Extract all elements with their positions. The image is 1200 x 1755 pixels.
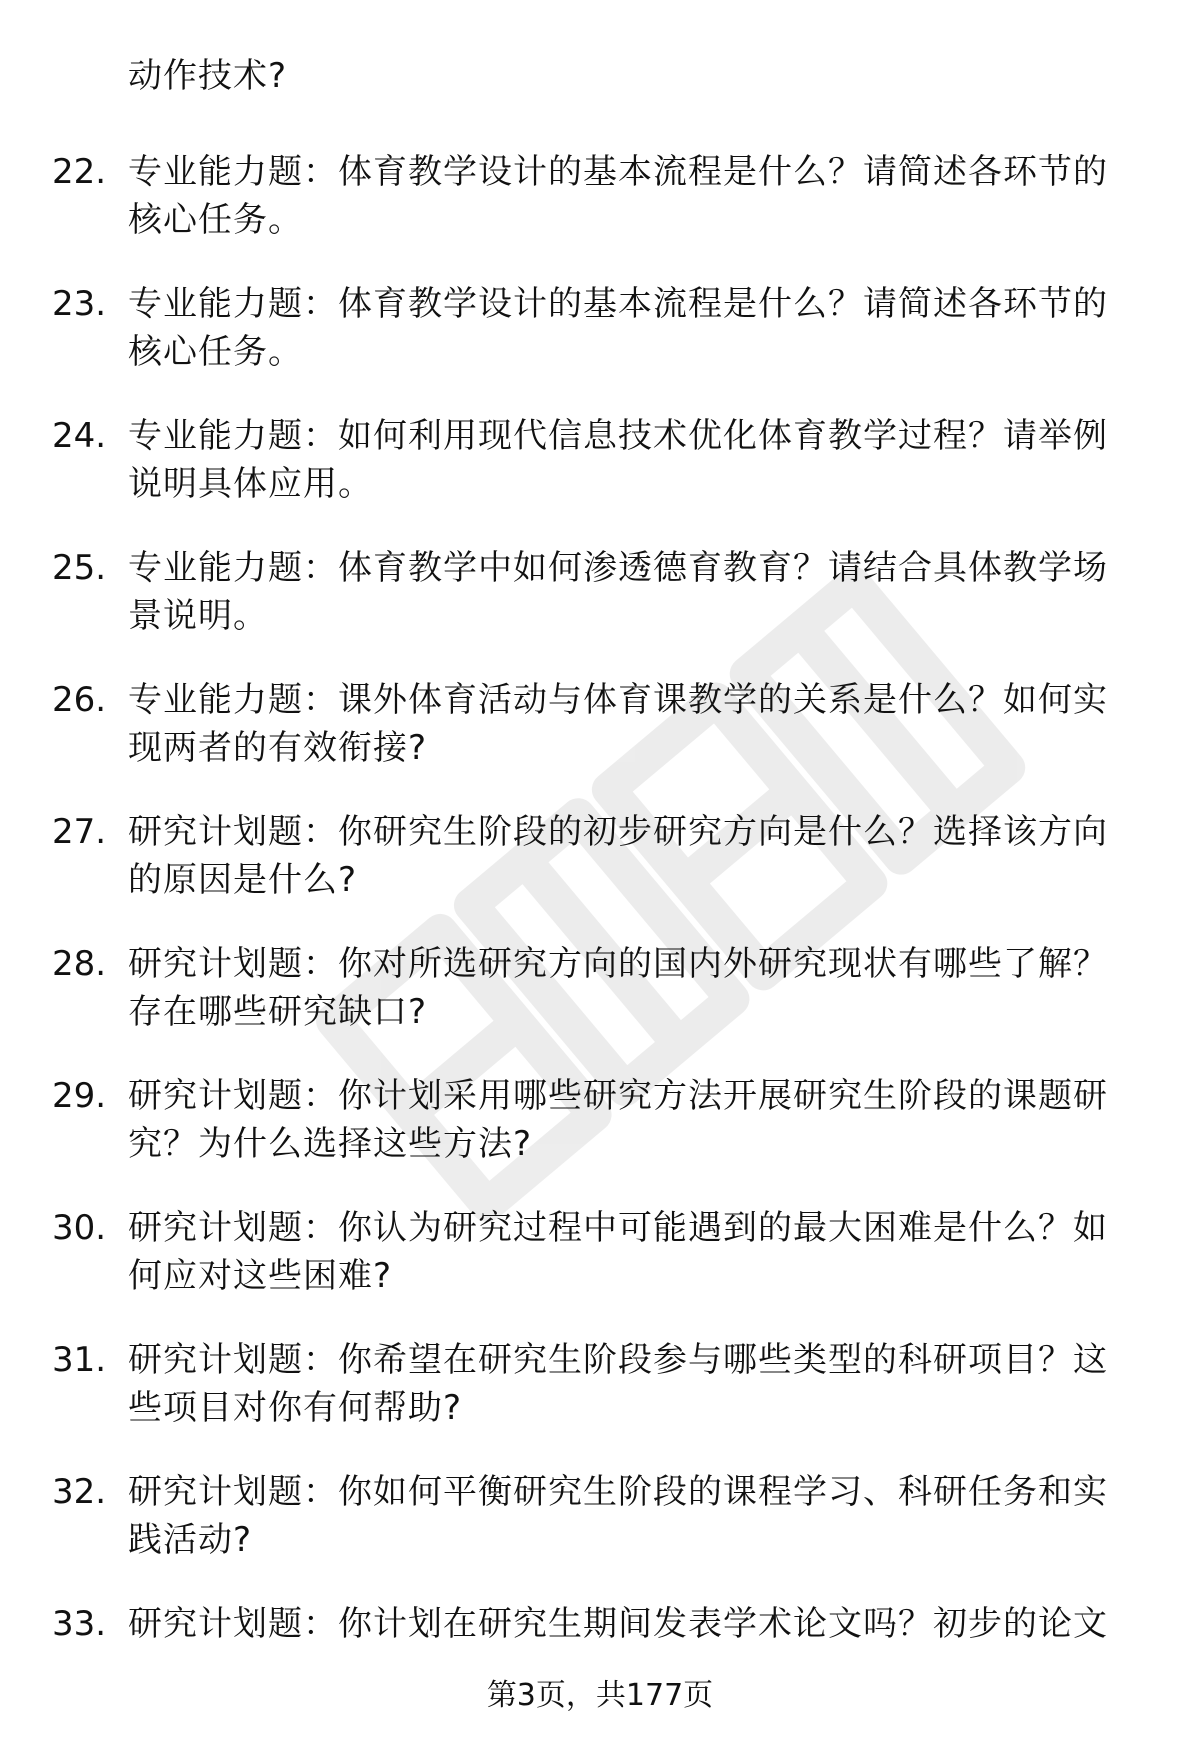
question-number: 32. [52,1472,107,1512]
question-number: 30. [52,1208,107,1248]
question-number: 22. [52,152,107,192]
question-text: 研究计划题：你如何平衡研究生阶段的课程学习、科研任务和实践活动? [128,1472,1108,1560]
question-item [0,1072,1200,1204]
continuation-text: 动作技术? [128,56,288,96]
question-item [0,1468,1200,1600]
page-footer: 第3页，共177页 [486,1678,714,1713]
question-item [0,148,1200,280]
question-text: 专业能力题：课外体育活动与体育课教学的关系是什么？如何实现两者的有效衔接? [128,680,1108,768]
question-text: 专业能力题：如何利用现代信息技术优化体育教学过程？请举例说明具体应用。 [128,416,1108,504]
question-item [0,676,1200,808]
question-item [0,808,1200,940]
question-number: 28. [52,944,107,984]
question-item [0,1204,1200,1336]
question-text: 研究计划题：你希望在研究生阶段参与哪些类型的科研项目？这些项目对你有何帮助? [128,1340,1108,1428]
question-item [0,544,1200,676]
question-text: 研究计划题：你研究生阶段的初步研究方向是什么？选择该方向的原因是什么? [128,812,1108,900]
question-item [0,280,1200,412]
question-number: 23. [52,284,107,324]
question-number: 25. [52,548,107,588]
question-text: 专业能力题：体育教学设计的基本流程是什么？请简述各环节的核心任务。 [128,152,1108,240]
question-text: 研究计划题：你认为研究过程中可能遇到的最大困难是什么？如何应对这些困难? [128,1208,1108,1296]
question-number: 31. [52,1340,107,1380]
question-text: 研究计划题：你计划在研究生期间发表学术论文吗？初步的论文 [128,1604,1108,1644]
question-text: 专业能力题：体育教学中如何渗透德育教育？请结合具体教学场景说明。 [128,548,1108,636]
question-item [0,412,1200,544]
question-number: 29. [52,1076,107,1116]
question-number: 24. [52,416,107,456]
question-text: 专业能力题：体育教学设计的基本流程是什么？请简述各环节的核心任务。 [128,284,1108,372]
question-item [0,1336,1200,1468]
question-number: 27. [52,812,107,852]
question-text: 研究计划题：你对所选研究方向的国内外研究现状有哪些了解？存在哪些研究缺口? [128,944,1108,1032]
question-item [0,940,1200,1072]
question-number: 26. [52,680,107,720]
question-list [0,148,1200,1732]
question-number: 33. [52,1604,107,1644]
question-text: 研究计划题：你计划采用哪些研究方法开展研究生阶段的课题研究？为什么选择这些方法? [128,1076,1108,1164]
